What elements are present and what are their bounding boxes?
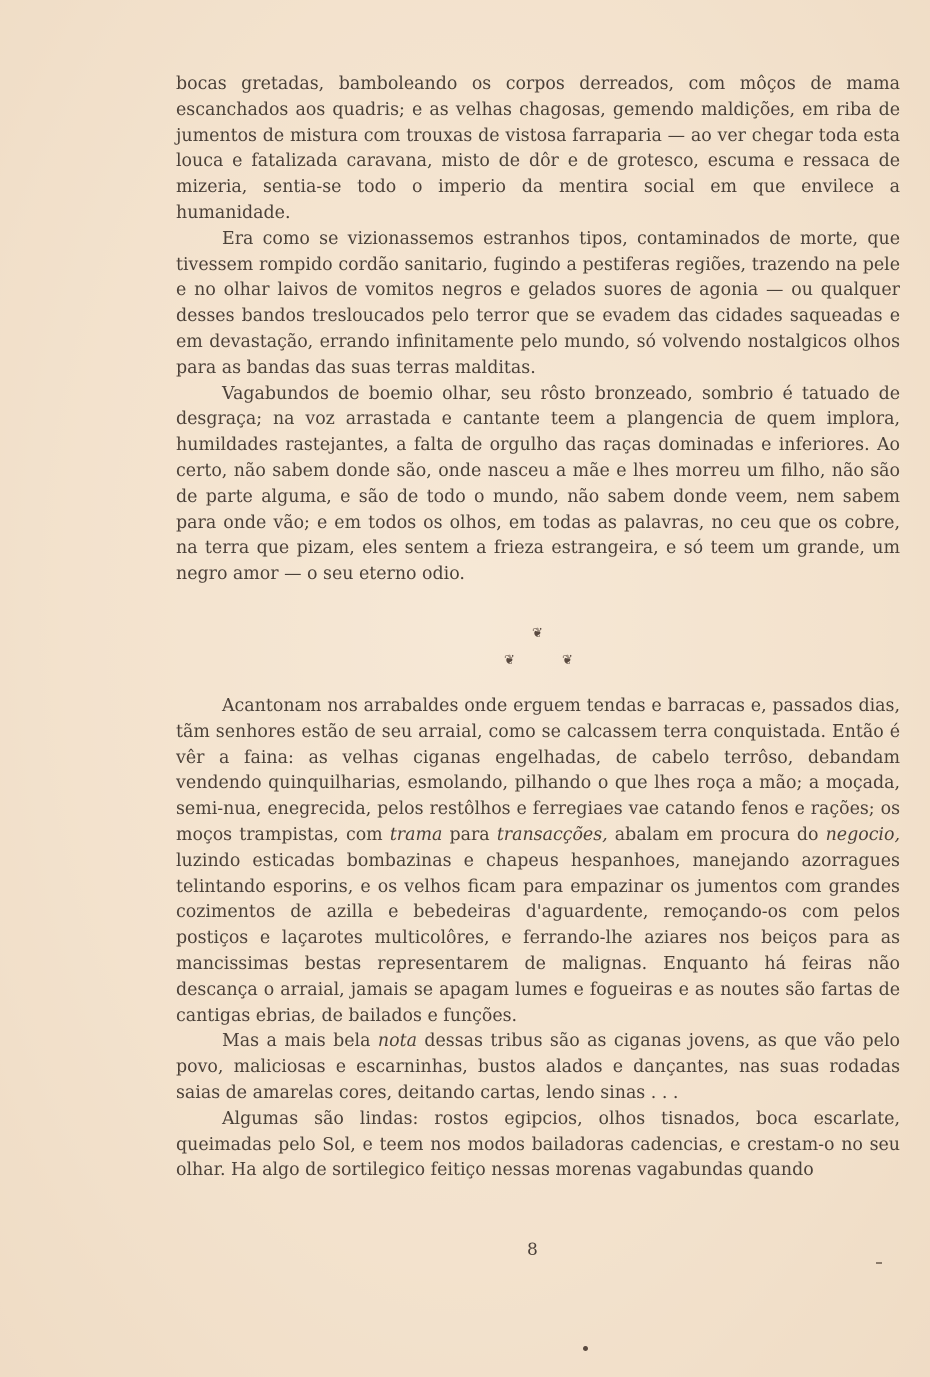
paragraph-4: Acantonam nos arrabaldes onde erguem tendas e barracas e, passados dias, tãm senhores estão de seu arraial, como se calcassem terra conquistada. Então é vêr a faina: as velhas ciganas engelhadas, de cabelo terrôso, debandam vendendo quinquilharias, esmolando, pilhando o que lhes roça a mão; a moçada, semi-nua, enegrecida, pelos restôlhos e ferregiaes vae catando fenos e rações; os moços trampistas, com trama para transacções, abalam em procura do negocio, luzindo esticadas bombazinas e chapeus hespanhoes, manejando azorragues telintando esporins, e os velhos ficam para empazinar os jumentos com grandes cozimentos de azilla e bebedeiras d'aguardente, remoçando-os com pelos postiços e laçarotes multicolôres, e ferrando-lhe aziares nos beiços para as mancissimas bestas representarem de malignas. Enquanto há feiras não descança o arraial, jamais se apagam lumes e fogueiras e as noutes são fartas de cantigas ebrias, de bailados e funções. [176, 696, 900, 1026]
ink-dot [583, 1346, 588, 1351]
text-section-2 [176, 694, 900, 1184]
fleuron-ornament-left: ❦ [504, 653, 515, 668]
paragraph-3: Vagabundos de boemio olhar, seu rôsto bronzeado, sombrio é tatuado de desgraça; na voz arrastada e cantante teem a plangencia de quem implora, humildades rastejantes, a falta de orgulho das raças dominadas e inferiores. Ao certo, não sabem donde são, onde nasceu a mãe e lhes morreu um filho, não são de parte alguma, e são de todo o mundo, não sabem donde veem, nem sabem para onde vão; e em todos os olhos, em todas as palavras, no ceu que os cobre, na terra que pizam, eles sentem a frieza estrangeira, e só teem um grande, um negro amor — o seu eterno odio. [176, 383, 900, 585]
paragraph-5: Mas a mais bela nota dessas tribus são as ciganas jovens, as que vão pelo povo, maliciosas e escarninhas, bustos alados e dançantes, nas suas rodadas saias de amarelas cores, deitando cartas, lendo sinas . . . [176, 1031, 900, 1103]
page-number: 8 [527, 1240, 538, 1260]
paragraph-2: Era como se vizionassemos estranhos tipos, contaminados de morte, que tivessem rompido cordão sanitario, fugindo a pestiferas regiões, trazendo na pele e no olhar laivos de vomitos negros e gelados suores de agonia — ou qualquer desses bandos tresloucados pelo terror que se evadem das cidades saqueadas e em devastação, errando infinitamente pelo mundo, só volvendo nostalgicos olhos para as bandas das suas terras malditas. [176, 228, 900, 378]
fleuron-ornament-top: ❦ [532, 626, 543, 641]
text-section-1 [176, 72, 900, 588]
paragraph-1: bocas gretadas, bamboleando os corpos derreados, com môços de mama escanchados aos quadris; e as velhas chagosas, gemendo maldições, em riba de jumentos de mistura com trouxas de vistosa farraparia — ao ver chegar toda esta louca e fatalizada caravana, misto de dôr e de grotesco, escuma e ressaca de mizeria, sentia-se todo o imperio da mentira social em que envilece a humanidade. [176, 74, 900, 223]
fleuron-ornament-right: ❦ [562, 653, 573, 668]
margin-mark [876, 1262, 882, 1264]
paragraph-6: Algumas são lindas: rostos egipcios, olhos tisnados, boca escarlate, queimadas pelo Sol, e teem nos modos bailadoras cadencias, e crestam-o no seu olhar. Ha algo de sortilegico feitiço nessas morenas vagabundas quando [176, 1108, 900, 1181]
